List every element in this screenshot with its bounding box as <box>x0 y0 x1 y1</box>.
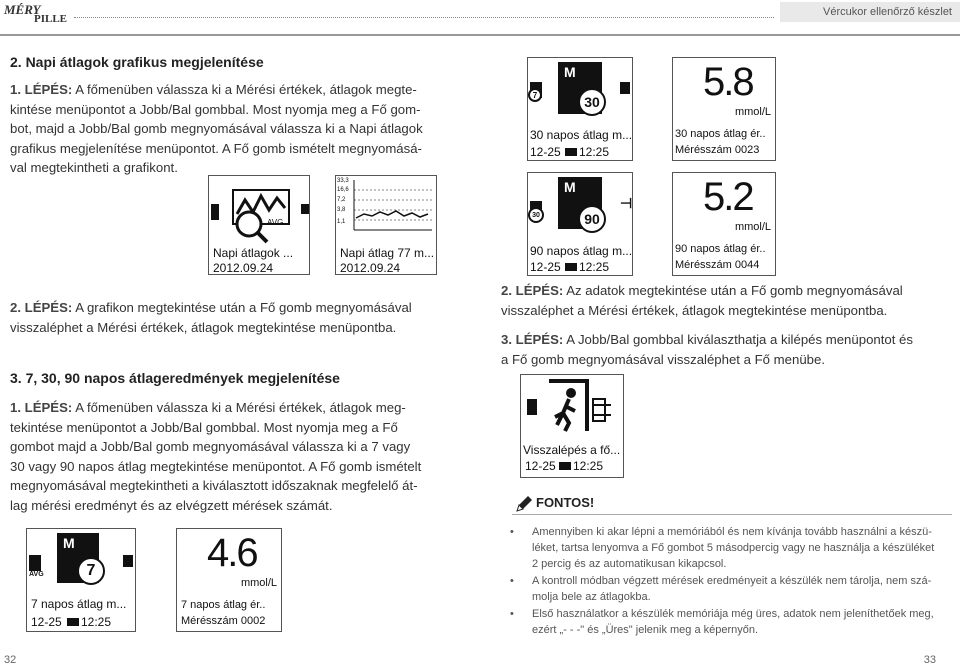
result-unit: mmol/L <box>240 577 277 589</box>
days-circle: 30 <box>578 88 606 116</box>
text-line: A főmenüben válassza ki a Mérési értékek, átlagok megte- <box>75 82 417 97</box>
exit-door-icon <box>545 377 615 433</box>
graph-tick: 3,8 <box>337 207 346 213</box>
days-circle: 7 <box>77 557 105 585</box>
screen-line2-time: 12:25 <box>579 145 610 159</box>
text-line: tekintése menüpontot a Jobb/Bal gombbal. Most nyomja meg a Fő <box>10 419 398 435</box>
screen-line2: Mérésszám 0002 <box>181 615 266 627</box>
section3-title: 3. 7, 30, 90 napos átlageredmények megjelenítése <box>10 370 340 386</box>
text-line: lag mérési eredményt és az elvégzett mérések számát. <box>10 497 333 513</box>
screen-line2-time: 12:25 <box>573 459 604 473</box>
step-label: 2. LÉPÉS: <box>10 300 73 315</box>
battery-icon <box>67 618 79 626</box>
memory-m-letter: M <box>564 64 576 80</box>
text-line: val megtekintheti a grafikont. <box>10 160 178 175</box>
screen-line2: 2012.09.24 <box>340 261 401 275</box>
screen-30day-menu <box>527 57 633 161</box>
screen-30day-result <box>672 57 776 161</box>
screen-line1: 7 napos átlag ér.. <box>181 599 266 611</box>
screen-line1: 30 napos átlag m... <box>530 128 633 142</box>
screen-line2-time: 12:25 <box>81 615 112 629</box>
magnifier-avg-icon <box>231 184 295 246</box>
screen-line2-date: 12-25 <box>525 459 556 473</box>
small-days-circle: 7 <box>528 88 542 102</box>
text-line: visszaléphet a Mérési értékek, átlagok megtekintése menüpontba. <box>501 302 888 318</box>
step-label: 1. LÉPÉS: <box>10 82 73 97</box>
result-unit: mmol/L <box>734 106 771 118</box>
avg-badge: AVG <box>29 571 44 578</box>
text-line: visszaléphet a Mérési értékek, átlagok megtekintése menüpontba. <box>10 319 397 335</box>
result-unit: mmol/L <box>734 221 771 233</box>
screen-line2-date: 12-25 <box>530 260 561 274</box>
text-line: A Jobb/Bal gombbal kiválaszthatja a kilépés menüpontot és <box>566 332 913 347</box>
screen-line2: 2012.09.24 <box>213 261 274 275</box>
pencil-icon <box>514 494 534 514</box>
text-line: gombot majd a Jobb/Bal gomb megnyomásával válassza ki a 7 vagy <box>10 439 411 454</box>
screen-line1: Napi átlagok ... <box>213 246 294 260</box>
screen-90day-menu <box>527 172 633 276</box>
result-value: 5.2 <box>703 175 753 219</box>
section3-step3 <box>501 330 956 369</box>
screen-line2: Mérésszám 0044 <box>675 259 760 271</box>
battery-icon <box>565 148 577 156</box>
battery-icon <box>559 462 571 470</box>
memory-icon <box>301 204 309 214</box>
small-days-circle: 30 <box>528 207 544 223</box>
battery-icon <box>565 263 577 271</box>
graph-tick: 16,6 <box>337 187 349 193</box>
screen-line1: Napi átlag 77 m... <box>340 246 435 260</box>
screen-line2-time: 12:25 <box>579 260 610 274</box>
screen-line2-date: 12-25 <box>530 145 561 159</box>
step-label: 2. LÉPÉS: <box>501 283 564 298</box>
screen-line1: 90 napos átlag ér.. <box>675 243 766 255</box>
section3-step1 <box>10 398 440 515</box>
screen-90day-result <box>672 172 776 276</box>
brand-top: MÉRY <box>4 2 41 17</box>
text-line: A főmenüben válassza ki a Mérési értékek, átlagok meg- <box>75 400 406 415</box>
memory-m-letter: M <box>63 535 75 551</box>
step-label: 3. LÉPÉS: <box>501 332 564 347</box>
screen-daily-averages <box>208 175 310 275</box>
section2-step1 <box>10 80 440 178</box>
text-line: bot, majd a Jobb/Bal gomb megnyomásával válassza ki a Napi átlagok <box>10 121 423 136</box>
graph-tick: 1,1 <box>337 219 346 225</box>
result-value: 5.8 <box>703 60 753 104</box>
text-line: A grafikon megtekintése után a Fő gomb megnyomásával <box>75 300 412 315</box>
brand-logo <box>4 2 74 28</box>
warning-title: FONTOS! <box>536 495 595 510</box>
header-dotted-line <box>74 17 774 18</box>
text-line: a Fő gomb megnyomásával visszaléphet a Fő menübe. <box>501 351 825 367</box>
result-value: 4.6 <box>207 531 257 575</box>
avg-badge: AVG <box>267 218 284 227</box>
list-item: • Első használatkor a készülék memóriája még üres, adatok nem jeleníthetőek meg, ezért „- - -" és „Üres" jelenik meg a képernyőn. <box>502 606 938 638</box>
section2-step2 <box>10 298 460 337</box>
warning-rule <box>512 514 952 515</box>
list-item: • A kontroll módban végzett mérések eredményeit a készülék nem tárolja, nem szá-molja bele az átlagokba. <box>502 573 938 605</box>
screen-exit <box>520 374 624 478</box>
graph-tick: 7,2 <box>337 197 346 203</box>
memory-icon <box>620 82 630 94</box>
screen-7day-result <box>176 528 282 632</box>
screen-line1: 30 napos átlag ér.. <box>675 128 766 140</box>
brand-bottom: PILLE <box>34 13 68 25</box>
device-block-icon <box>527 399 537 415</box>
screen-line1: 7 napos átlag m... <box>31 597 127 611</box>
screen-line2-date: 12-25 <box>31 615 62 629</box>
section2-title: 2. Napi átlagok grafikus megjelenítése <box>10 54 264 70</box>
graph-tick: 33,3 <box>337 178 349 184</box>
page-number-right: 33 <box>923 654 936 666</box>
section3-step2 <box>501 281 956 320</box>
memory-icon <box>123 555 133 567</box>
exit-arrow-icon: ⊣ <box>620 195 633 211</box>
screen-line2: Mérésszám 0023 <box>675 144 760 156</box>
text-line: grafikus megjelenítése menüpontot. A Fő gomb ismételt megnyomásá- <box>10 140 422 156</box>
text-line: megnyomásával megtekintheti a kiválasztott időszaknak megfelelő át- <box>10 478 418 493</box>
step-label: 1. LÉPÉS: <box>10 400 73 415</box>
screen-daily-graph <box>335 175 437 275</box>
daily-graph <box>336 176 438 238</box>
device-block-icon <box>29 555 41 571</box>
memory-m-letter: M <box>564 179 576 195</box>
list-item: • Amennyiben ki akar lépni a memóriából és nem kívánja tovább használni a készü-léket, tartsa lenyomva a Fő gombot 5 másodpercig vagy ne használja a készüléket 2 percig és az automatikusan kikapcsol. <box>502 524 938 572</box>
product-title: Vércukor ellenőrző készlet <box>780 2 960 22</box>
device-block-icon <box>211 204 219 220</box>
days-circle: 90 <box>578 205 606 233</box>
screen-line1: Visszalépés a fő... <box>523 443 621 457</box>
header-rule <box>0 34 960 36</box>
notes-list <box>502 524 938 639</box>
page-number-left: 32 <box>4 654 17 666</box>
text-line: Az adatok megtekintése után a Fő gomb megnyomásával <box>566 283 903 298</box>
screen-line1: 90 napos átlag m... <box>530 244 633 258</box>
text-line: 30 vagy 90 napos átlag megtekintése menüpontot. A Fő gomb ismételt <box>10 458 422 474</box>
screen-7day-menu <box>26 528 136 632</box>
text-line: kintése menüpontot a Jobb/Bal gombbal. Most nyomja meg a Fő gom- <box>10 101 421 117</box>
